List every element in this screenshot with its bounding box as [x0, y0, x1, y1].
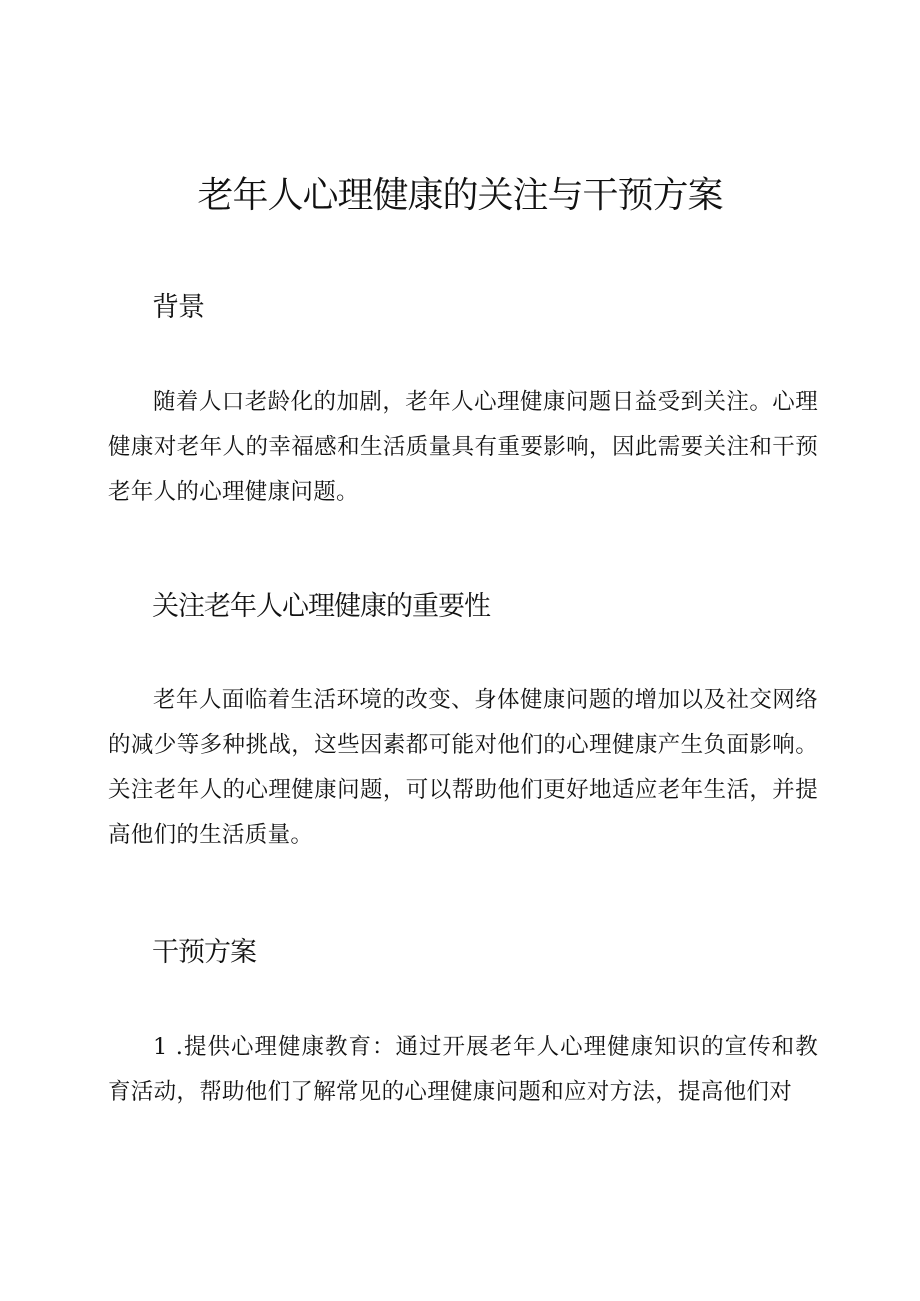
section-paragraph-background: 随着人口老龄化的加剧，老年人心理健康问题日益受到关注。心理健康对老年人的幸福感和生活质量具有重要影响，因此需要关注和干预老年人的心理健康问题。	[108, 389, 818, 505]
section-paragraph-importance: 老年人面临着生活环境的改变、身体健康问题的增加以及社交网络的减少等多种挑战，这些因素都可能对他们的心理健康产生负面影响。关注老年人的心理健康问题，可以帮助他们更好地适应老年生活，并提高他们的生活质量。	[108, 687, 818, 848]
section-heading-intervention: 干预方案	[152, 937, 256, 968]
document-title: 老年人心理健康的关注与干预方案	[197, 175, 723, 216]
section-heading-importance: 关注老年人心理健康的重要性	[152, 591, 490, 622]
section-paragraph-intervention-item-1: 1 .提供心理健康教育：通过开展老年人心理健康知识的宣传和教育活动，帮助他们了解常见的心理健康问题和应对方法，提高他们对	[108, 1034, 818, 1105]
section-heading-background: 背景	[152, 292, 204, 323]
